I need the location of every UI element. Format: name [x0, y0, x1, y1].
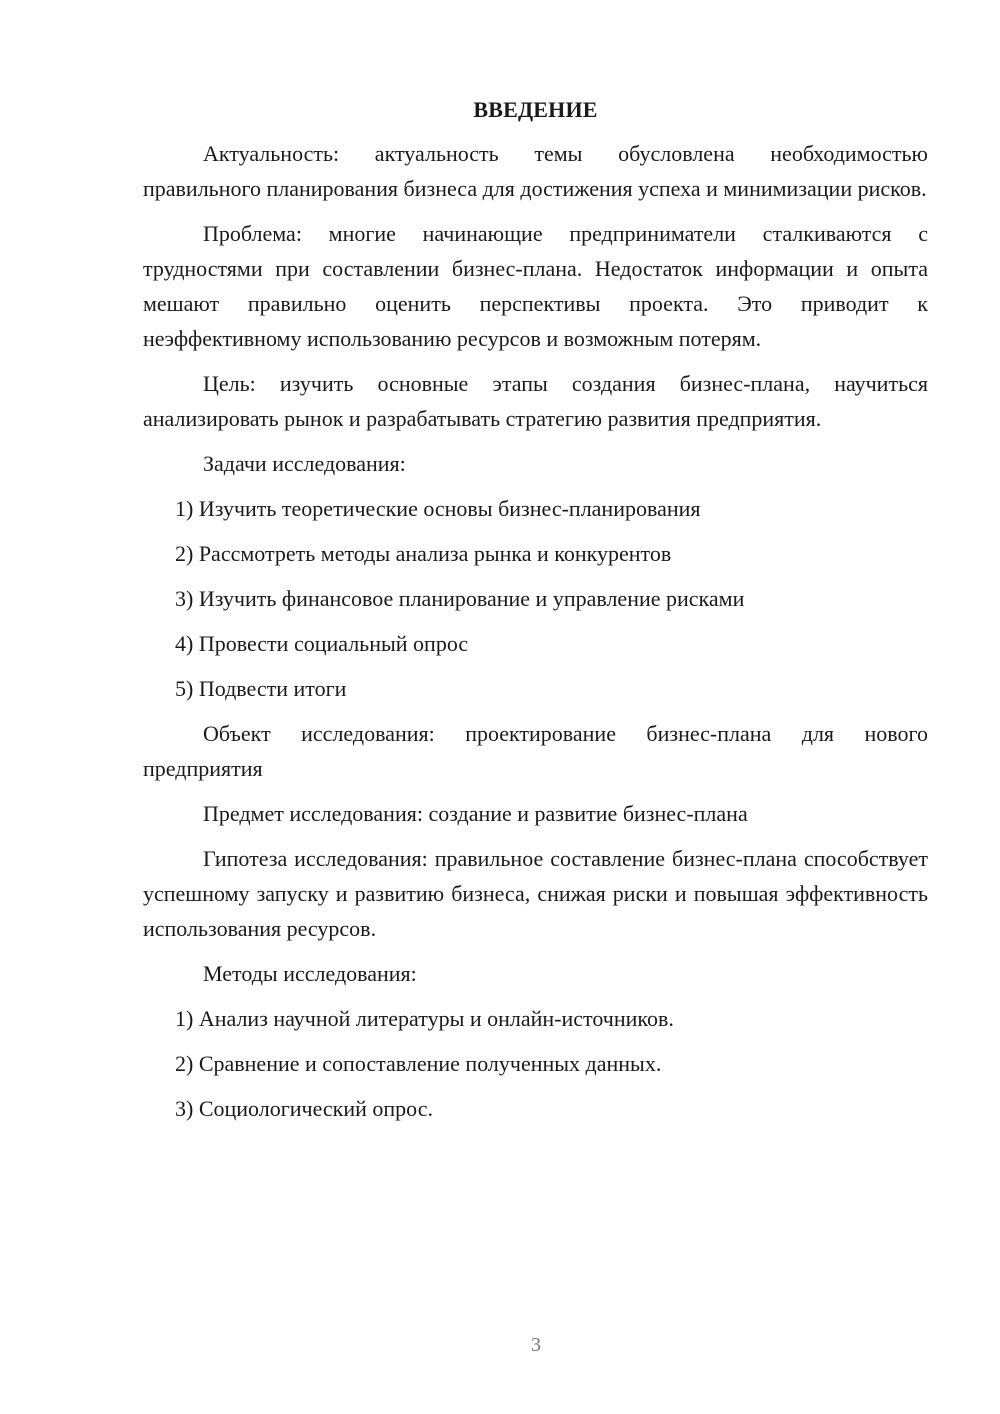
methods-list [143, 1001, 928, 1126]
goal-paragraph: Цель: изучить основные этапы создания бизнес-плана, научиться анализировать рынок и разрабатывать стратегию развития предприятия. [143, 371, 928, 431]
list-item: 3) Изучить финансовое планирование и управление рисками [175, 586, 745, 611]
page-number: 3 [531, 1334, 541, 1356]
document-page [143, 92, 928, 1136]
tasks-label: Задачи исследования: [203, 451, 406, 476]
list-item: 4) Провести социальный опрос [175, 631, 469, 656]
list-item: 2) Рассмотреть методы анализа рынка и конкурентов [175, 541, 672, 566]
tasks-list [143, 491, 928, 706]
subject-paragraph: Предмет исследования: создание и развитие бизнес-плана [203, 801, 748, 826]
list-item: 1) Анализ научной литературы и онлайн-источников. [175, 1006, 674, 1031]
methods-label: Методы исследования: [203, 961, 417, 986]
object-paragraph: Объект исследования: проектирование бизнес-плана для нового предприятия [143, 721, 928, 781]
list-item: 3) Социологический опрос. [175, 1096, 433, 1121]
problem-paragraph: Проблема: многие начинающие предприниматели сталкиваются с трудностями при составлении бизнес-плана. Недостаток информации и опыта мешают правильно оценить перспективы проекта. Это приводит к неэффективному использованию ресурсов и возможным потерям. [143, 221, 928, 351]
list-item: 2) Сравнение и сопоставление полученных данных. [175, 1051, 662, 1076]
list-item: 1) Изучить теоретические основы бизнес-планирования [175, 496, 701, 521]
section-title: ВВЕДЕНИЕ [473, 97, 598, 122]
hypothesis-paragraph: Гипотеза исследования: правильное составление бизнес-плана способствует успешному запуску и развитию бизнеса, снижая риски и повышая эффективность использования ресурсов. [143, 846, 928, 941]
relevance-paragraph: Актуальность: актуальность темы обусловлена необходимостью правильного планирования бизнеса для достижения успеха и минимизации рисков. [143, 141, 928, 201]
list-item: 5) Подвести итоги [175, 676, 347, 701]
